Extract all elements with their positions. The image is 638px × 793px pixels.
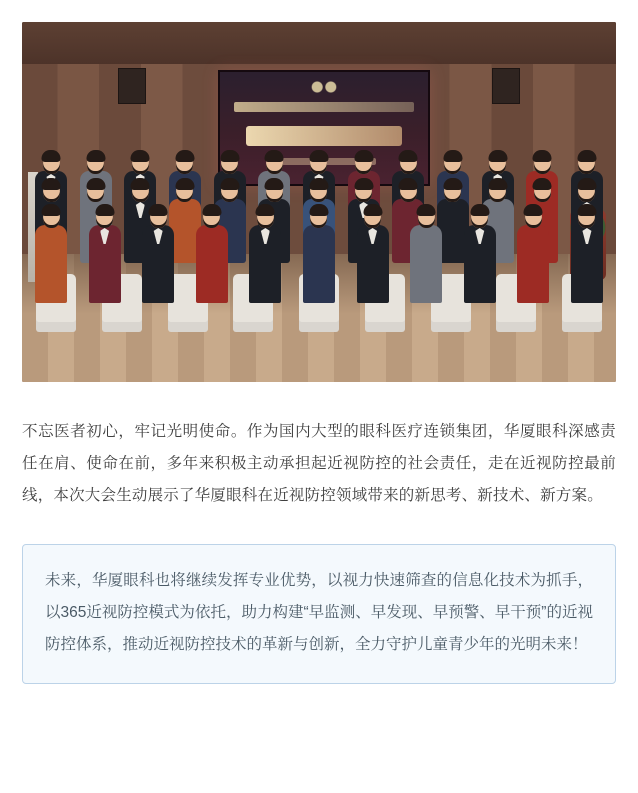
- group-photo: [22, 22, 616, 382]
- ceiling-band: [22, 22, 616, 64]
- people-row-front: [34, 208, 604, 303]
- screen-title-line-2: [246, 126, 402, 146]
- body-paragraph: 不忘医者初心，牢记光明使命。作为国内大型的眼科医疗连锁集团，华厦眼科深感责任在肩、使命在前，多年来积极主动承担起近视防控的社会责任，走在近视防控最前线，本次大会生动展示了华厦眼科在近视防控领域带来的新思考、新技术、新方案。: [22, 423, 616, 504]
- screen-title-line-1: [234, 102, 414, 112]
- speaker-icon: [118, 68, 146, 104]
- conference-logo-icon: [307, 80, 341, 94]
- speaker-icon: [492, 68, 520, 104]
- article-page: [0, 22, 638, 793]
- highlight-callout: 未来，华厦眼科也将继续发挥专业优势，以视力快速筛查的信息化技术为抓手，以365近视防控模式为依托，助力构建“早监测、早发现、早预警、早干预”的近视防控体系，推动近视防控技术的革新与创新，全力守护儿童青少年的光明未来！: [22, 544, 616, 684]
- photo-scene: [22, 22, 616, 382]
